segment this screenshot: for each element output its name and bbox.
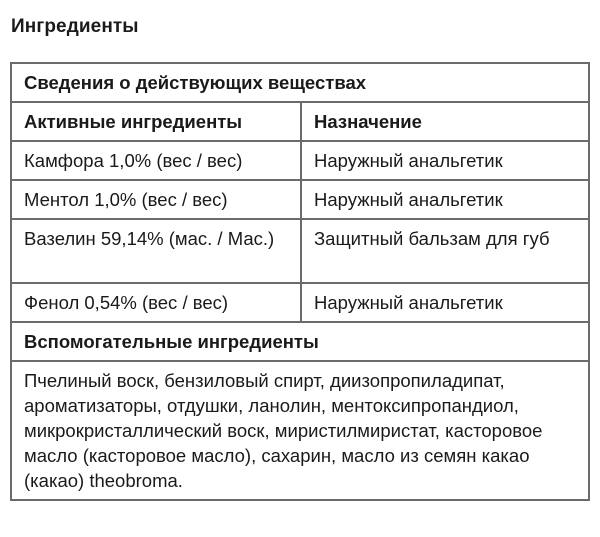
inactive-section-header: Вспомогательные ингредиенты (11, 322, 589, 361)
purpose-cell: Наружный анальгетик (301, 283, 589, 322)
column-header-row (11, 102, 589, 141)
active-section-header: Сведения о действующих веществах (11, 63, 589, 102)
column-header-ingredients: Активные ингредиенты (11, 102, 301, 141)
ingredient-cell: Вазелин 59,14% (мас. / Мас.) (11, 219, 301, 283)
ingredients-table (10, 62, 590, 501)
ingredient-cell: Фенол 0,54% (вес / вес) (11, 283, 301, 322)
inactive-ingredients-text: Пчелиный воск, бензиловый спирт, диизопропиладипат, ароматизаторы, отдушки, ланолин, ментоксипропандиол, микрокристаллический воск, миристилмиристат, касторовое масло (касторовое масло), сахарин, масло из семян какао (какао) theobroma. (11, 361, 589, 500)
ingredient-cell: Камфора 1,0% (вес / вес) (11, 141, 301, 180)
purpose-cell: Наружный анальгетик (301, 141, 589, 180)
purpose-cell: Наружный анальгетик (301, 180, 589, 219)
table-row (11, 141, 589, 180)
page-title: Ингредиенты (11, 16, 139, 37)
column-header-purpose: Назначение (301, 102, 589, 141)
inactive-section-row (11, 322, 589, 361)
inactive-ingredients-row (11, 361, 589, 500)
ingredient-cell: Ментол 1,0% (вес / вес) (11, 180, 301, 219)
table-row (11, 283, 589, 322)
purpose-cell: Защитный бальзам для губ (301, 219, 589, 283)
table-row (11, 180, 589, 219)
table-row (11, 219, 589, 283)
active-section-row (11, 63, 589, 102)
